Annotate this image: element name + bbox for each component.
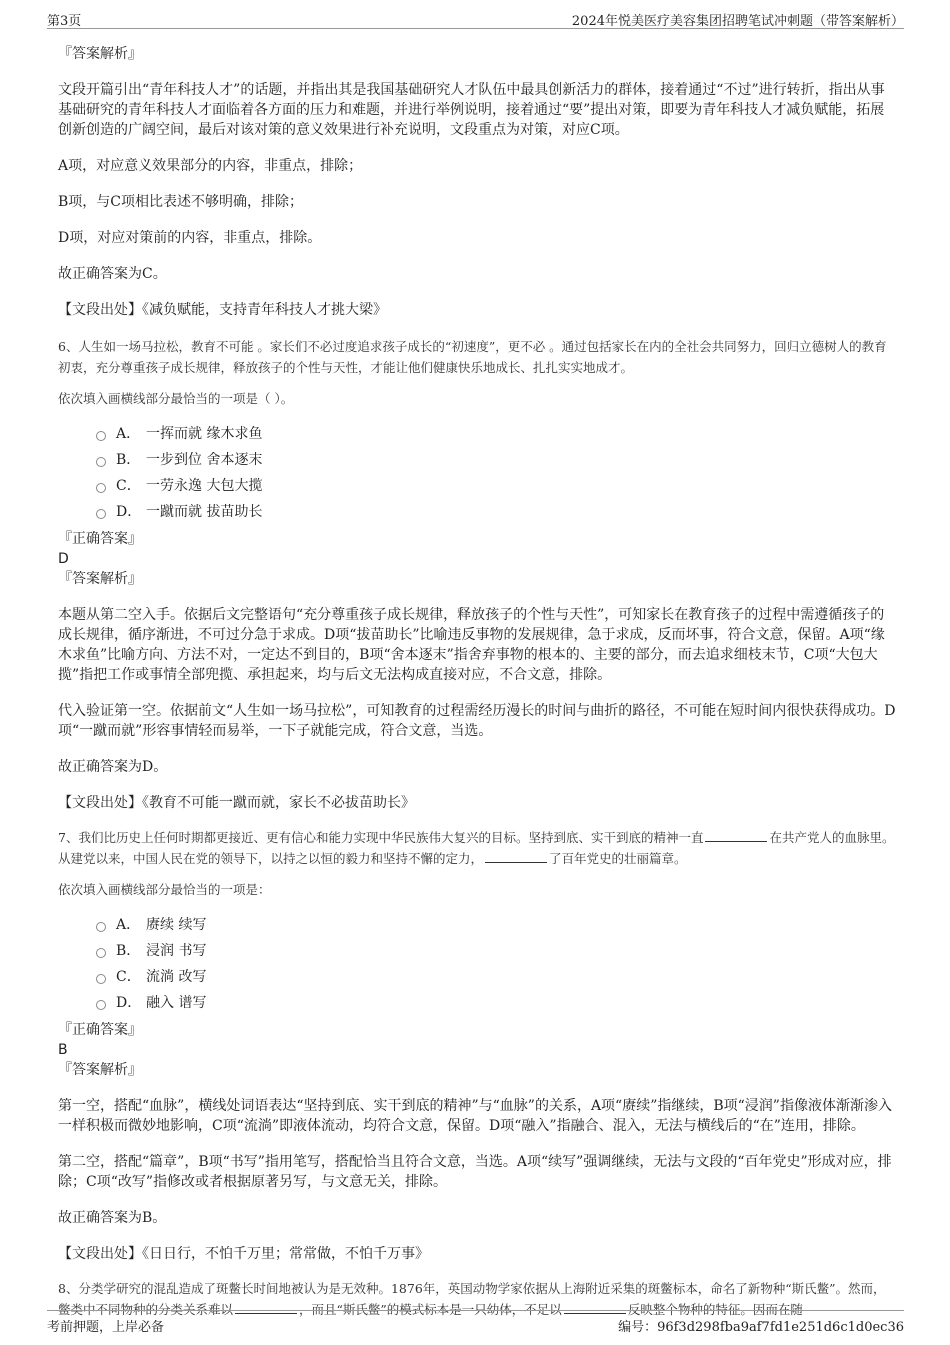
radio-icon[interactable] [96,948,106,958]
q6-analysis-para2: 代入验证第一空。依据前文“人生如一场马拉松”，可知教育的过程需经历漫长的时间与曲折的路径，不可能在短时间内很快获得成功。D项“一蹴而就”形容事情轻而易举，一下子就能完成，符合文意，当选。 [58,703,896,739]
q6-option-a[interactable]: A． 一挥而就 缘木求鱼 [96,421,898,447]
q7-analysis-label: 『答案解析』 [58,1062,142,1078]
q5-source: 【文段出处】《减负赋能，支持青年科技人才挑大梁》 [58,302,387,318]
footer-slogan: 考前押题，上岸必备 [47,1320,165,1335]
document-title: 2024年悦美医疗美容集团招聘笔试冲刺题（带答案解析） [571,14,904,29]
q6-option-c[interactable]: C． 一劳永逸 大包大揽 [96,473,898,499]
q7-conclusion: 故正确答案为B。 [58,1210,167,1226]
q6-answer-label: 『正确答案』 [58,531,142,547]
q5-analysis-para4: D项，对应对策前的内容，非重点，排除。 [58,230,322,246]
page-header [47,6,904,29]
q6-option-d[interactable]: D． 一蹴而就 拔苗助长 [96,499,898,525]
radio-icon[interactable] [96,483,106,493]
fill-blank [705,829,767,842]
q6-options [96,421,898,525]
q7-option-c[interactable]: C． 流淌 改写 [96,964,898,990]
radio-icon[interactable] [96,457,106,467]
radio-icon[interactable] [96,431,106,441]
q7-option-a[interactable]: A． 赓续 续写 [96,912,898,938]
fill-blank [485,850,547,863]
q7-option-d[interactable]: D． 融入 谱写 [96,990,898,1016]
q7-analysis-para2: 第二空，搭配“篇章”，B项“书写”指用笔写，搭配恰当且符合文意，当选。A项“续写”强调继续，无法与文段的“百年党史”形成对应，排除；C项“改写”指修改或者根据原著另写，与文意无关，排除。 [58,1154,892,1190]
q5-analysis-label: 『答案解析』 [58,46,142,62]
q7-options [96,912,898,1016]
document-code: 编号：96f3d298fba9af7fd1e251d6c1d0ec36 [618,1320,904,1335]
page-content [58,44,898,1320]
q7-source: 【文段出处】《日日行，不怕千万里；常常做，不怕千万事》 [58,1246,429,1262]
radio-icon[interactable] [96,922,106,932]
q6-analysis-para1: 本题从第二空入手。依据后文完整语句“充分尊重孩子成长规律，释放孩子的个性与天性”，可知家长在教育孩子的过程中需遵循孩子的成长规律，循序渐进，不可过分急于求成。D项“拔苗助长”比喻违反事物的发展规律，急于求成，反而坏事，符合文意，保留。A项“缘木求鱼”比喻方向、方法不对，一定达不到目的，B项“舍本逐末”指舍弃事物的根本的、主要的部分，而去追求细枝末节，C项“大包大揽”指把工作或事情全部兜揽、承担起来，均与后文无法构成直接对应，不合文意，排除。 [58,607,885,683]
q5-conclusion: 故正确答案为C。 [58,266,167,282]
page-number: 第3页 [47,14,82,29]
q6-stem: 6、人生如一场马拉松，教育不可能 。家长们不必过度追求孩子成长的“初速度”，更不必 。通过包括家长在内的全社会共同努力，回归立德树人的教育初衷，充分尊重孩子成长规律，释放孩子的个性与天性，才能让他们健康快乐地成长、扎扎实实地成才。 [58,339,887,375]
q6-answer: D [58,551,69,567]
q6-conclusion: 故正确答案为D。 [58,759,168,775]
q7-answer-label: 『正确答案』 [58,1022,142,1038]
q6-option-b[interactable]: B． 一步到位 舍本逐末 [96,447,898,473]
q6-analysis-label: 『答案解析』 [58,571,142,587]
q8-stem: 8、分类学研究的混乱造成了斑鳖长时间地被认为是无效种。1876年，英国动物学家依据从上海附近采集的斑鳖标本，命名了新物种“斯氏鳖”。然而，鳖类中不同物种的分类关系难以 ，而且“斯氏鳖”的模式标本是一只幼体，不足以 反映整个物种的特征。因而在随 [58,1281,886,1317]
q5-analysis-para2: A项，对应意义效果部分的内容，非重点，排除； [58,158,363,174]
radio-icon[interactable] [96,509,106,519]
q7-option-b[interactable]: B． 浸润 书写 [96,938,898,964]
q5-analysis-para1: 文段开篇引出“青年科技人才”的话题，并指出其是我国基础研究人才队伍中最具创新活力的群体，接着通过“不过”进行转折，指出从事基础研究的青年科技人才面临着各方面的压力和难题，并进行举例说明，接着通过“要”提出对策，即要为青年科技人才减负赋能，拓展创新创造的广阔空间，最后对该对策的意义效果进行补充说明，文段重点为对策，对应C项。 [58,82,885,138]
radio-icon[interactable] [96,974,106,984]
q7-prompt: 依次填入画横线部分最恰当的一项是： [58,882,271,897]
q7-analysis-para1: 第一空，搭配“血脉”，横线处词语表达“坚持到底、实干到底的精神”与“血脉”的关系，A项“赓续”指继续，B项“浸润”指像液体渐渐渗入一样积极而微妙地影响，C项“流淌”即液体流动，均符合文意，保留。D项“融入”指融合、混入，无法与横线后的“在”连用，排除。 [58,1098,892,1134]
q6-prompt: 依次填入画横线部分最恰当的一项是（ ）。 [58,391,294,406]
q5-analysis-para3: B项，与C项相比表述不够明确，排除； [58,194,303,210]
page-footer [47,1310,904,1339]
q6-source: 【文段出处】《教育不可能一蹴而就，家长不必拔苗助长》 [58,795,415,811]
q7-answer: B [58,1042,68,1058]
radio-icon[interactable] [96,1000,106,1010]
q7-stem: 7、我们比历史上任何时期都更接近、更有信心和能力实现中华民族伟大复兴的目标。坚持到底、实干到底的精神一直 在共产党人的血脉里。从建党以来，中国人民在党的领导下，以持之以恒的毅力和坚持不懈的定力， 了百年党史的壮丽篇章。 [58,830,895,866]
